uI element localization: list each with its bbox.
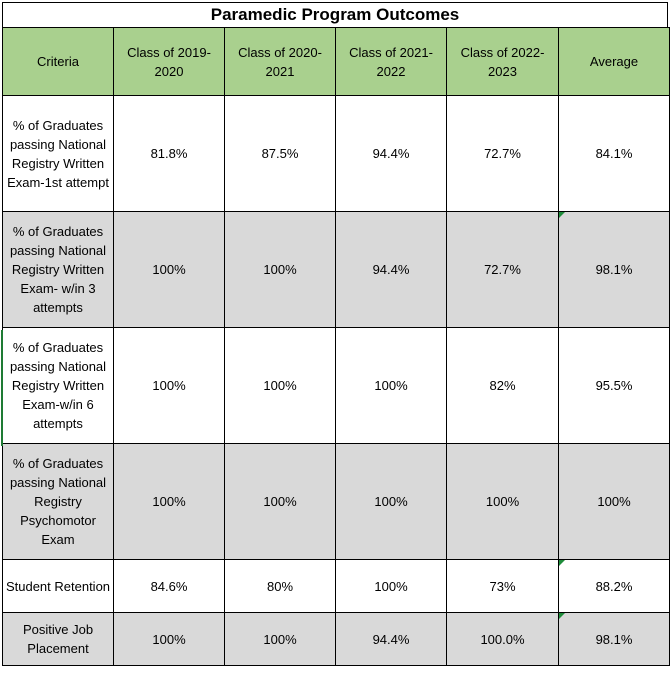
table-row xyxy=(3,328,670,444)
criteria-cell[interactable]: % of Graduates passing National Registry Written Exam-1st attempt xyxy=(3,96,114,212)
average-cell[interactable]: 98.1% xyxy=(559,212,670,328)
value-cell[interactable]: 94.4% xyxy=(336,212,447,328)
average-cell[interactable]: 88.2% xyxy=(559,560,670,613)
value-cell[interactable]: 84.6% xyxy=(114,560,225,613)
value-cell[interactable]: 80% xyxy=(225,560,336,613)
outcomes-table xyxy=(2,27,670,666)
value-cell[interactable]: 100.0% xyxy=(447,613,559,666)
average-cell[interactable]: 84.1% xyxy=(559,96,670,212)
table-row xyxy=(3,560,670,613)
criteria-cell[interactable]: % of Graduates passing National Registry Psychomotor Exam xyxy=(3,444,114,560)
table-row xyxy=(3,96,670,212)
value-cell[interactable]: 82% xyxy=(447,328,559,444)
value-cell[interactable]: 100% xyxy=(225,613,336,666)
value-cell[interactable]: 72.7% xyxy=(447,212,559,328)
criteria-cell[interactable]: % of Graduates passing National Registry Written Exam- w/in 3 attempts xyxy=(3,212,114,328)
header-class-2022-2023[interactable]: Class of 2022-2023 xyxy=(447,28,559,96)
value-cell[interactable]: 73% xyxy=(447,560,559,613)
table-row xyxy=(3,444,670,560)
value-cell[interactable]: 94.4% xyxy=(336,96,447,212)
criteria-cell[interactable]: Positive Job Placement xyxy=(3,613,114,666)
average-cell[interactable]: 98.1% xyxy=(559,613,670,666)
criteria-cell[interactable]: Student Retention xyxy=(3,560,114,613)
value-cell[interactable]: 72.7% xyxy=(447,96,559,212)
value-cell[interactable]: 100% xyxy=(336,444,447,560)
table-title: Paramedic Program Outcomes xyxy=(2,2,668,27)
value-cell[interactable]: 100% xyxy=(114,328,225,444)
value-cell[interactable]: 100% xyxy=(225,212,336,328)
value-cell[interactable]: 100% xyxy=(336,328,447,444)
cell-selection-marker xyxy=(1,330,3,446)
table-row xyxy=(3,613,670,666)
value-cell[interactable]: 100% xyxy=(336,560,447,613)
header-class-2021-2022[interactable]: Class of 2021-2022 xyxy=(336,28,447,96)
table-row xyxy=(3,212,670,328)
header-row xyxy=(3,28,670,96)
header-criteria[interactable]: Criteria xyxy=(3,28,114,96)
value-cell[interactable]: 100% xyxy=(114,212,225,328)
value-cell[interactable]: 100% xyxy=(114,613,225,666)
value-cell[interactable]: 100% xyxy=(225,328,336,444)
value-cell[interactable]: 100% xyxy=(114,444,225,560)
average-cell[interactable]: 100% xyxy=(559,444,670,560)
header-class-2019-2020[interactable]: Class of 2019-2020 xyxy=(114,28,225,96)
value-cell[interactable]: 87.5% xyxy=(225,96,336,212)
header-class-2020-2021[interactable]: Class of 2020-2021 xyxy=(225,28,336,96)
average-cell[interactable]: 95.5% xyxy=(559,328,670,444)
header-average[interactable]: Average xyxy=(559,28,670,96)
value-cell[interactable]: 100% xyxy=(225,444,336,560)
value-cell[interactable]: 100% xyxy=(447,444,559,560)
value-cell[interactable]: 81.8% xyxy=(114,96,225,212)
criteria-cell[interactable]: % of Graduates passing National Registry Written Exam-w/in 6 attempts xyxy=(3,328,114,444)
value-cell[interactable]: 94.4% xyxy=(336,613,447,666)
